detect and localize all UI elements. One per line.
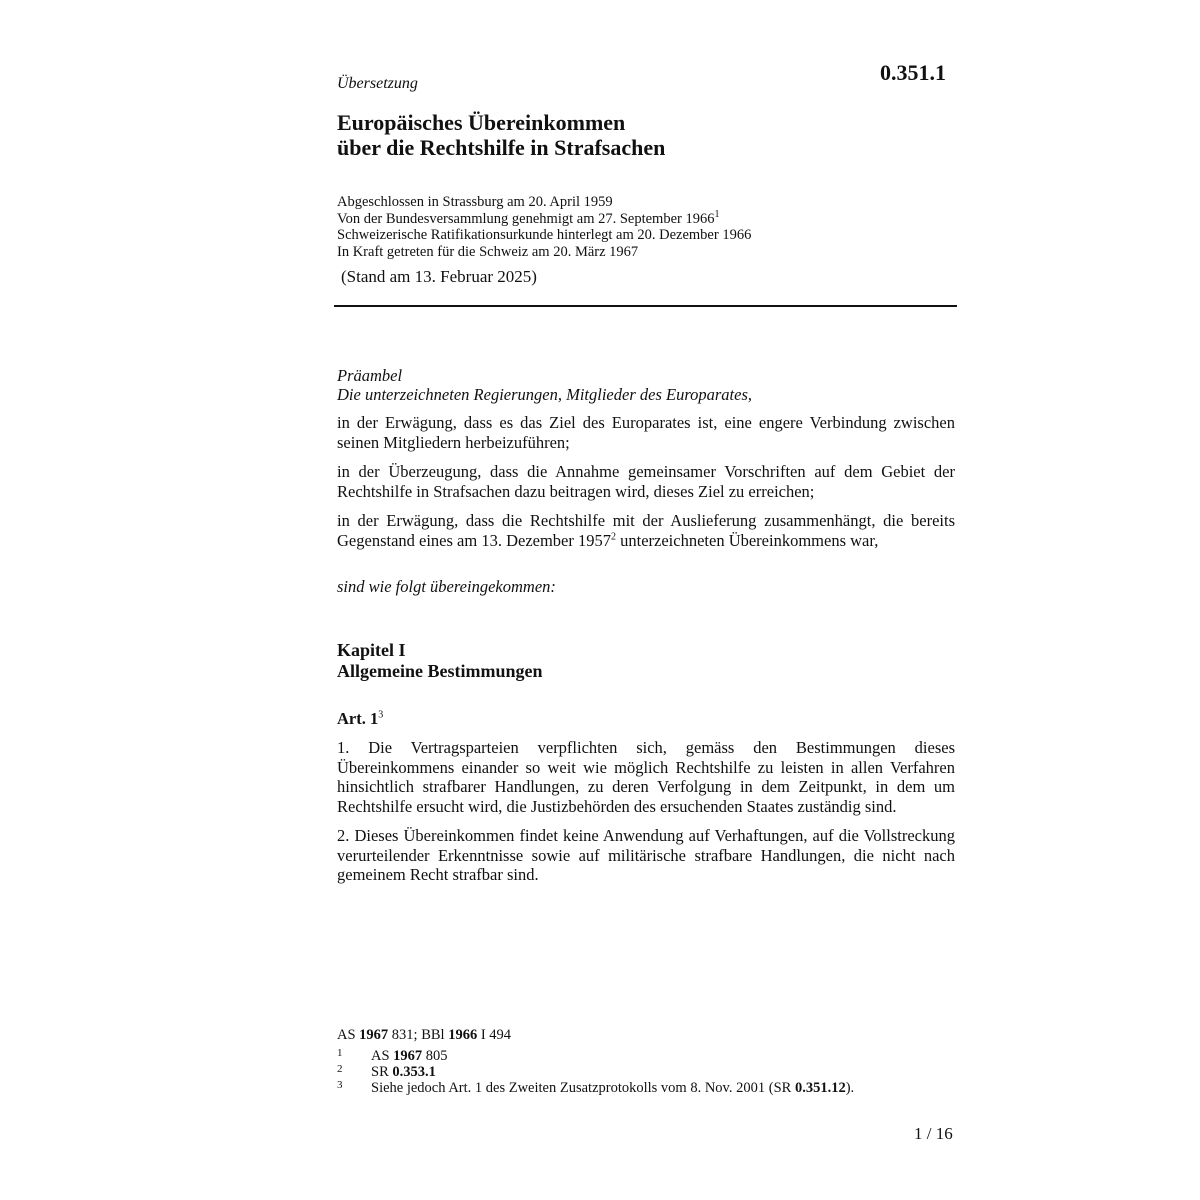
footnote-ref-1: 1 (714, 208, 720, 220)
footnote-ref-2: 2 (611, 531, 616, 542)
footnote-3-sr: 0.351.12 (794, 1080, 846, 1096)
footnote-1-year: 1967 (393, 1048, 423, 1064)
preamble-signatories: Die unterzeichneten Regierungen, Mitglieder des Europarates, (337, 385, 752, 404)
source-middle: 831; BBl (388, 1027, 449, 1043)
footnote-1-b: 805 (422, 1048, 448, 1064)
preamble-paragraph-1: in der Erwägung, dass es das Ziel des Europarates ist, eine engere Verbindung zwischen seinen Mitgliedern herbeizuführen; (337, 413, 955, 452)
header-divider (334, 305, 957, 307)
footnote-3-b: ). (845, 1080, 855, 1096)
meta-ratification: Schweizerische Ratifikationsurkunde hinterlegt am 20. Dezember 1966 (337, 227, 752, 243)
source-as-year: 1967 (359, 1027, 389, 1043)
footnote-3-number: 3 (337, 1079, 343, 1091)
chapter-title: Allgemeine Bestimmungen (337, 661, 543, 681)
footnote-2-a: SR (371, 1064, 393, 1080)
source-bbl-year: 1966 (448, 1027, 478, 1043)
preamble-paragraph-2: in der Überzeugung, dass die Annahme gemeinsamer Vorschriften auf dem Gebiet der Rechtshilfe in Strafsachen dazu beitragen wird, dieses Ziel zu erreichen; (337, 462, 955, 501)
status-date: (Stand am 13. Februar 2025) (341, 267, 537, 286)
preamble-paragraph-3-a: in der Erwägung, dass die Rechtshilfe mit der Auslieferung zusammenhängt, die bereits Gegenstand eines am 13. Dezember 1957 (337, 511, 955, 550)
preamble-paragraph-3-b: unterzeichneten Übereinkommens war, (616, 530, 879, 550)
article-heading (337, 709, 383, 729)
source-end: I 494 (477, 1027, 512, 1043)
article-label: Art. 1 (337, 709, 379, 728)
meta-concluded: Abgeschlossen in Strassburg am 20. April 1959 (337, 194, 613, 210)
translation-label: Übersetzung (337, 75, 418, 92)
page-counter: 1 / 16 (914, 1124, 953, 1143)
title-line-1: Europäisches Übereinkommen (337, 110, 626, 135)
footnote-ref-3: 3 (378, 709, 384, 721)
footnote-2-number: 2 (337, 1063, 343, 1075)
meta-in-force: In Kraft getreten für die Schweiz am 20. März 1967 (337, 243, 639, 260)
preamble-heading: Präambel (337, 366, 403, 385)
meta-block (337, 194, 751, 260)
chapter-number: Kapitel I (337, 640, 406, 660)
meta-approved-text: Von der Bundesversammlung genehmigt am 27. September 1966 (337, 210, 715, 227)
footnote-source (337, 1027, 511, 1044)
source-as-label: AS (337, 1027, 360, 1043)
preamble-agreed: sind wie folgt übereingekommen: (337, 577, 556, 596)
title-line-2: über die Rechtshilfe in Strafsachen (337, 135, 666, 160)
footnote-3-text (371, 1080, 854, 1096)
preamble-paragraph-3 (337, 511, 955, 550)
footnote-1-number: 1 (337, 1047, 343, 1059)
footnote-3-a: Siehe jedoch Art. 1 des Zweiten Zusatzprotokolls vom 8. Nov. 2001 (SR (371, 1080, 795, 1096)
article-paragraph-2: 2. Dieses Übereinkommen findet keine Anwendung auf Verhaftungen, auf die Vollstreckung verurteilender Erkenntnisse sowie auf militärische strafbare Handlungen, die nicht nach gemeinem Recht strafbar sind. (337, 826, 955, 884)
footnote-1-a: AS (371, 1048, 394, 1064)
footnote-2-text (371, 1064, 436, 1080)
article-paragraph-1: 1. Die Vertragsparteien verpflichten sich, gemäss den Bestimmungen dieses Übereinkommens einander so weit wie möglich Rechtshilfe zu leisten in allen Verfahren hinsichtlich strafbarer Handlungen, zu deren Verfolgung in dem Zeitpunkt, in dem um Rechtshilfe ersucht wird, die Justizbehörden des ersuchenden Staates zuständig sind. (337, 738, 955, 816)
footnote-2-sr: 0.353.1 (392, 1064, 436, 1080)
meta-approved (337, 208, 751, 228)
sr-number: 0.351.1 (880, 60, 946, 85)
document-title (337, 110, 665, 160)
footnote-1-text (371, 1048, 448, 1064)
chapter-heading (337, 640, 542, 682)
